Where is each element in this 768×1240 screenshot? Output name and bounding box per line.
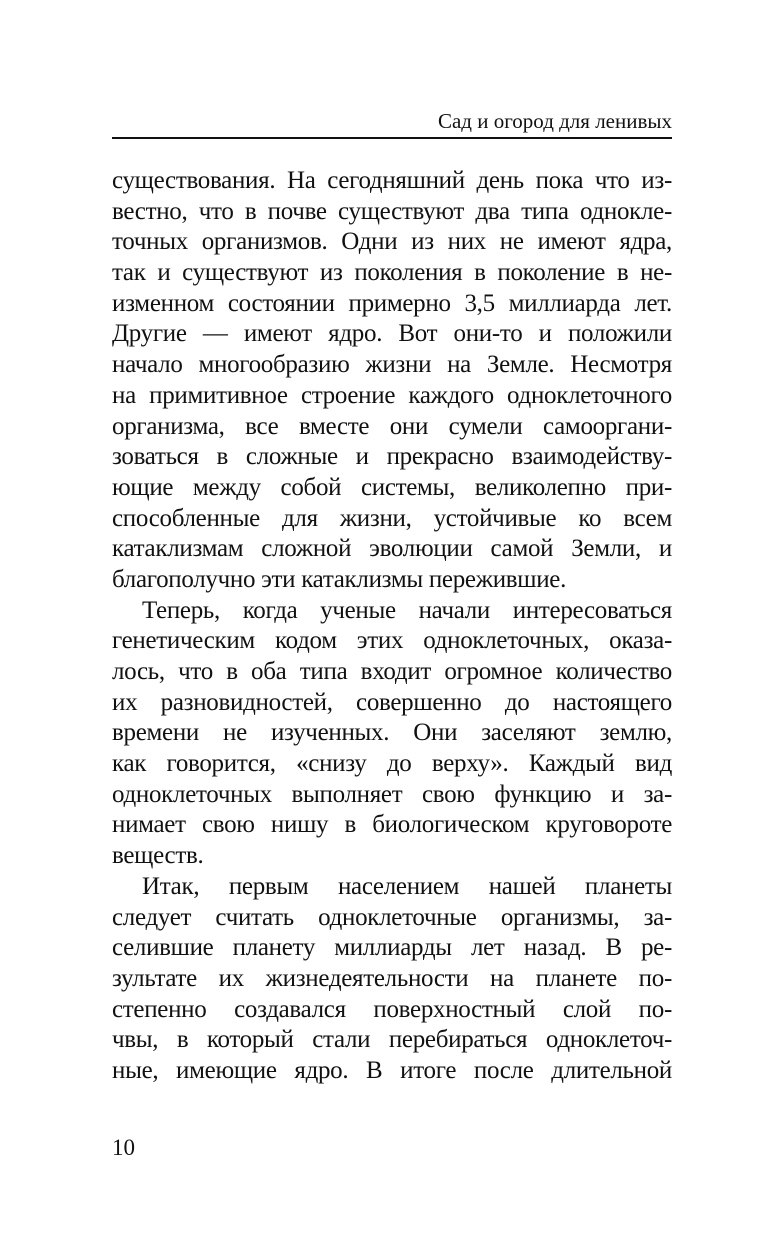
text-line: точных организмов. Одни из них не имеют ядра, (112, 228, 672, 256)
text-line: их разновидностей, совершенно до настоящего (112, 688, 672, 716)
text-line: изменном состоянии примерно 3,5 миллиарда лет. (112, 289, 672, 317)
text-line: как говорится, «снизу до верху». Каждый вид (112, 750, 672, 778)
body-text (112, 166, 672, 1087)
running-head: Сад и огород для ленивых (437, 109, 672, 133)
text-line: нимает свою нишу в биологическом круговороте (112, 811, 672, 839)
text-line: так и существуют из поколения в поколение в не- (112, 259, 672, 287)
text-line: времени не изученных. Они заселяют землю, (112, 719, 672, 747)
text-line: ющие между собой системы, великолепно при- (112, 473, 672, 501)
text-line: зоваться в сложные и прекрасно взаимодейству- (112, 443, 672, 471)
text-line: веществ. (112, 842, 204, 870)
text-line: ные, имеющие ядро. В итоге после длительной (112, 1056, 672, 1084)
text-line: начало многообразию жизни на Земле. Несмотря (112, 351, 672, 379)
text-line: генетическим кодом этих одноклеточных, оказа- (112, 627, 672, 655)
header-rule (112, 137, 672, 139)
text-line: Другие — имеют ядро. Вот они-то и положили (112, 320, 672, 348)
text-line: на примитивное строение каждого одноклеточного (112, 381, 672, 409)
text-line: селившие планету миллиарды лет назад. В ре- (112, 934, 672, 962)
text-line: степенно создавался поверхностный слой по- (112, 995, 672, 1023)
text-line: способленные для жизни, устойчивые ко всем (112, 504, 672, 532)
text-line: лось, что в оба типа входит огромное количество (112, 658, 672, 685)
text-line: Теперь, когда ученые начали интересоваться (142, 596, 672, 624)
text-line: одноклеточных выполняет свою функцию и за- (112, 780, 672, 808)
text-line: вестно, что в почве существуют два типа однокле- (112, 197, 672, 225)
text-line: чвы, в который стали перебираться одноклеточ- (112, 1026, 672, 1054)
text-line: существования. На сегодняшний день пока что из- (112, 167, 672, 194)
page-number: 10 (112, 1135, 135, 1160)
text-line: Итак, первым населением нашей планеты (142, 872, 672, 900)
text-line: благополучно эти катаклизмы пережившие. (112, 565, 567, 593)
text-line: организма, все вместе они сумели самооргани- (112, 412, 672, 440)
text-line: следует считать одноклеточные организмы, за- (112, 903, 672, 931)
text-line: зультате их жизнедеятельности на планете по- (112, 964, 672, 992)
text-line: катаклизмам сложной эволюции самой Земли, и (112, 535, 672, 563)
